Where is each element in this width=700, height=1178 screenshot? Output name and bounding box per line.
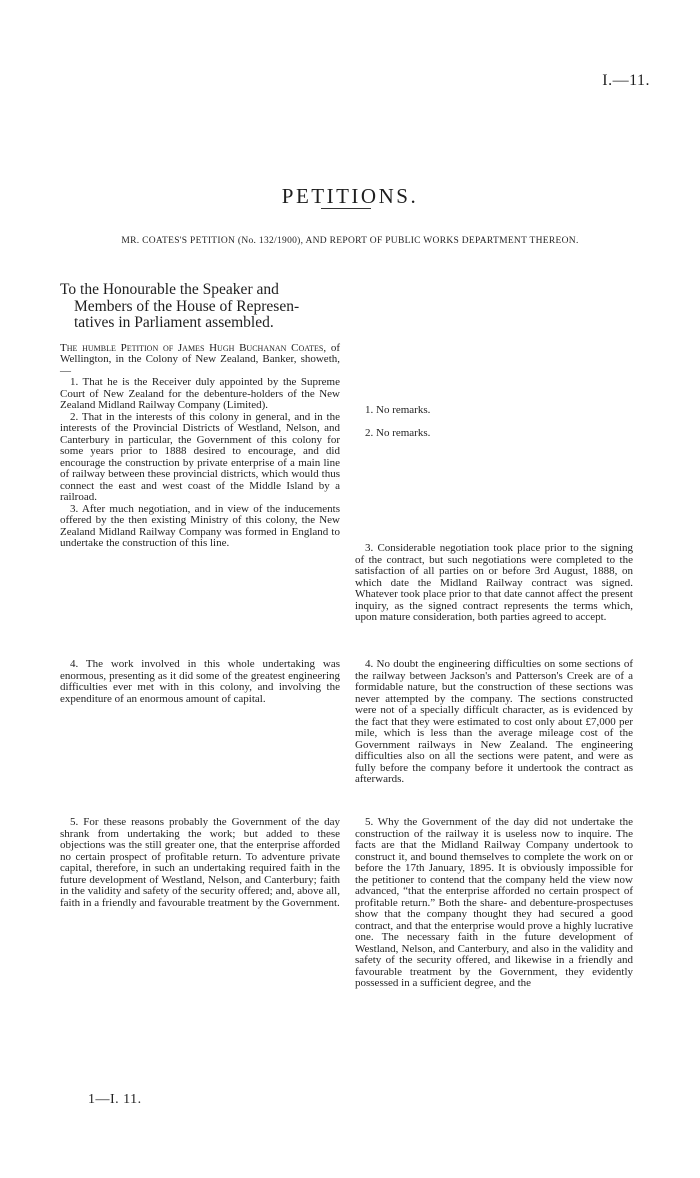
address-block <box>60 282 340 550</box>
footer-signature: 1—I. 11. <box>88 1092 142 1107</box>
address-line-3: tatives in Parliament assembled. <box>74 314 274 331</box>
report-paragraph-4: 4. No doubt the engineering difficulties on some sections of the railway between Jackson's and Patterson's Creek are of a formidable nature, but the construction of these sections was never attempted by the company. The sections constructed were not of a specially difficult character, as is evidenced by the fact that they were estimated to cost only about £7,000 per mile, which is less than the average mileage cost of the Government railways in New Zealand. The engineering difficulties also on all the sections were patent, and were as fully before the company before it undertook the contract as afterwards. <box>355 658 633 785</box>
petition-paragraph-1: 1. That he is the Receiver duly appointed by the Supreme Court of New Zealand for the debenture-holders of the New Zealand Midland Railway Company (Limited). <box>60 376 340 411</box>
main-title: PETITIONS. <box>281 184 419 209</box>
petition-paragraph-2: 2. That in the interests of this colony in general, and in the interests of the Provincial Districts of Westland, Nelson, and Canterbury in particular, the Government of this colony for some years prior to 1888 desired to encourage, and did encourage the construction by private enterprise of a main line of railway between these provincial districts, which would thus connect the east and west coast of the Middle Island by a railroad. <box>60 410 340 503</box>
address-line-2: Members of the House of Represen- <box>74 297 300 315</box>
title-rule <box>321 208 371 209</box>
report-paragraph-2: 2. No remarks. <box>365 427 431 439</box>
address-line-1: To the Honourable the Speaker and <box>60 281 279 298</box>
petition-address <box>60 282 340 332</box>
petition-intro-rest: , of Wellington, in the Colony of New Zealand, Banker, showeth,— <box>60 341 340 377</box>
report-paragraph-3: 3. Considerable negotiation took place prior to the signing of the contract, but such negotiations were completed to the satisfaction of all parties on or before 3rd August, 1888, on which date the Midland Railway contract was signed. Whatever took place prior to that date cannot affect the present inquiry, as the signed contract represents the terms which, upon mature consideration, both parties agreed to accept. <box>355 542 633 623</box>
report-paragraph-5: 5. Why the Government of the day did not undertake the construction of the railway it is useless now to inquire. The facts are that the Midland Railway Company undertook to construct it, and bound themselves to complete the work on or before the 17th January, 1895. It is obviously impossible for the petitioner to contend that the company held the view now advanced, “that the enterprise afforded no certain prospect of profitable return.” Both the share- and debenture-prospectuses show that the company thought they had secured a good contract, and that the enterprise would prove a highly lucrative one. The necessary faith in the future development of Westland, Nelson, and Canterbury, and also in the validity and safety of the security offered, and likewise in a friendly and favourable treatment by the Government, they evidently possessed in a sufficient degree, and the <box>355 816 633 989</box>
petition-subtitle: MR. COATES'S PETITION (No. 132/1900), AND REPORT OF PUBLIC WORKS DEPARTMENT THEREON. <box>121 236 579 246</box>
petition-paragraph-4: 4. The work involved in this whole undertaking was enormous, presenting as it did some of the greatest engineering difficulties ever met with in this colony, and involving the expenditure of an enormous amount of capital. <box>60 658 340 705</box>
petition-paragraph-3: 3. After much negotiation, and in view of the inducements offered by the then existing Ministry of this colony, the New Zealand Midland Railway Company was formed in England to undertake the construction of this line. <box>60 502 340 549</box>
petition-intro <box>60 343 340 378</box>
report-paragraph-1: 1. No remarks. <box>365 404 431 416</box>
petition-intro-smallcaps: The humble Petition of James Hugh Buchanan Coates <box>60 341 324 354</box>
petition-paragraph-5: 5. For these reasons probably the Government of the day shrank from undertaking the work; but added to these objections was the still greater one, that the enterprise afforded no certain prospect of profitable return. To adventure private capital, therefore, in such an undertaking required faith in the future development of Westland, Nelson, and Canterbury; faith in the validity and safety of the security offered; and, above all, faith in a friendly and favourable treatment by the Government. <box>60 816 340 909</box>
page-number: I.—11. <box>602 72 650 89</box>
